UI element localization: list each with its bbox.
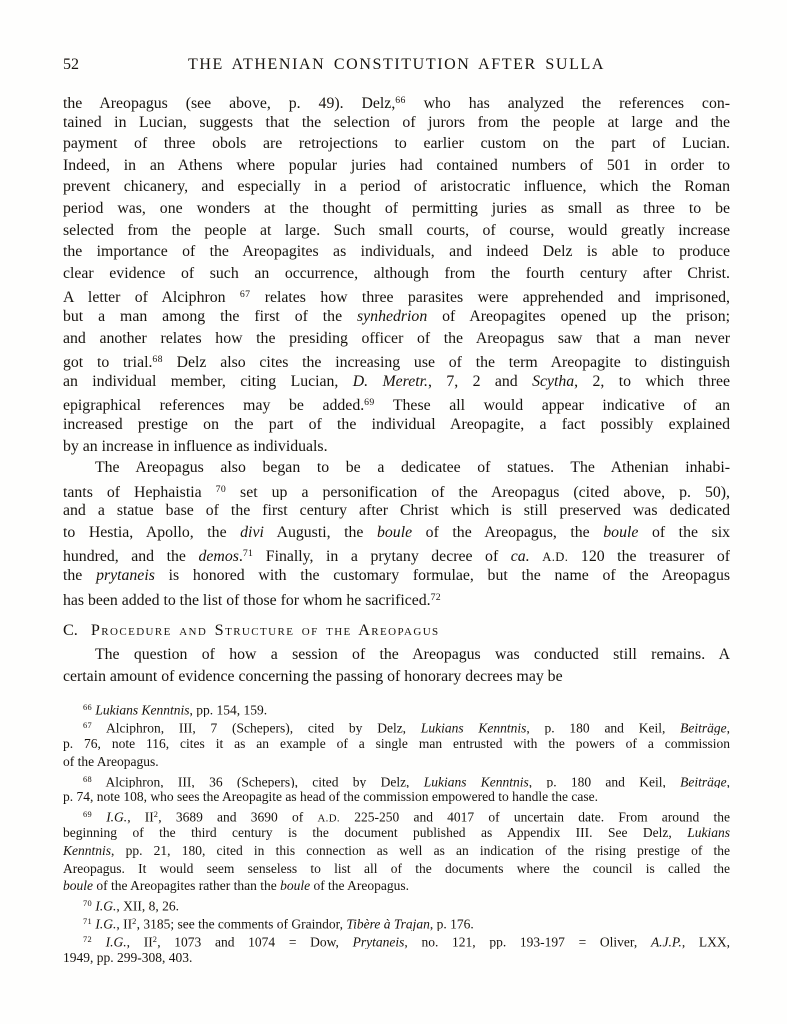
text-run: 1949, pp. 299-308, 403. [63, 949, 193, 965]
superscript-run: 72 [430, 591, 441, 603]
text-run: Alciphron, III, 36 (Schepers), cited by Delz, [91, 773, 424, 789]
text-line [63, 328, 730, 350]
superscript-run: 67 [239, 289, 251, 301]
text-run: , 1073 and 1074 = Dow, [157, 934, 353, 949]
text-line [63, 263, 730, 285]
text-run: p. 74, note 108, who sees the Areopagite as head of the commission empowered to handle the case. [63, 789, 598, 805]
superscript-run: 70 [215, 483, 227, 495]
text-run: of the Areopagus. [63, 753, 159, 769]
text-run: p. 76, note 116, cites it as an example of a single man entrusted with the powers of a commission [63, 736, 730, 752]
text-line [63, 306, 730, 328]
text-run: but a man among the first of the [63, 307, 358, 325]
italic-text-run: demos [198, 548, 239, 566]
text-run: , p. 180 and Keil, [528, 773, 681, 789]
text-line [63, 90, 730, 112]
text-line [63, 949, 730, 967]
text-line [63, 842, 730, 860]
text-run: , p. 176. [429, 916, 474, 931]
text-run: , 3689 and 3690 of [158, 809, 318, 825]
footnote-71 [63, 913, 730, 931]
text-line [63, 666, 730, 688]
paragraph-3 [63, 644, 730, 687]
footnote-72 [63, 931, 730, 967]
italic-text-run: Lukians [687, 825, 730, 841]
italic-text-run: boule [63, 878, 93, 894]
italic-text-run: synhedrion [357, 307, 428, 325]
italic-text-run: A.J.P. [650, 934, 682, 949]
text-run: , LXX, [681, 934, 730, 949]
italic-text-run: boule [280, 878, 311, 894]
text-run: relates how three parasites were apprehended and imprisoned, [250, 289, 730, 306]
text-run: the [63, 567, 97, 585]
text-line [63, 735, 730, 753]
text-line [63, 457, 730, 479]
text-run: , pp. 21, 180, cited in this connection as well as an indication of the rising prestige of the [111, 842, 730, 858]
text-run: of Areopagites opened up the prison; [427, 307, 730, 325]
text-line [63, 877, 730, 895]
running-title: THE ATHENIAN CONSTITUTION AFTER SULLA [188, 56, 605, 73]
text-line [63, 543, 730, 565]
text-line [63, 500, 730, 522]
text-run: , II [127, 809, 154, 825]
text-run: , p. 180 and Keil, [526, 720, 681, 736]
text-run: period was, one wonders at the thought of permitting juries as small as three to be [63, 199, 730, 217]
text-run: Augusti, the [263, 523, 377, 541]
section-heading-label: C. [63, 621, 78, 640]
italic-text-run: Lukians Kenntnis [423, 773, 529, 789]
text-run: an individual member, citing Lucian, [63, 372, 353, 390]
text-line [63, 931, 730, 949]
italic-text-run: I.G. [95, 898, 117, 913]
text-line [63, 717, 730, 735]
text-run: , 3185; see the comments of Graindor, [136, 916, 347, 931]
italic-text-run: Beiträge [680, 773, 727, 789]
text-run: of the Areopagus, the [412, 523, 604, 541]
text-run [530, 549, 543, 566]
section-heading [63, 619, 730, 641]
text-run: , 2, to which three [574, 372, 730, 390]
text-run: The Areopagus also began to be a dedicatee of statues. The Athenian inhabi- [95, 459, 730, 477]
footnote-68 [63, 771, 730, 807]
italic-text-run: boule [603, 523, 639, 541]
superscript-run: 69 [83, 810, 92, 820]
text-run: is honored with the customary formulae, but the name of the Areopagus [154, 567, 730, 585]
text-run: prevent chicanery, and especially in a period of aristocratic influence, which the Roman [63, 178, 730, 196]
text-run [92, 934, 106, 948]
text-run: , XII, 8, 26. [116, 898, 179, 913]
text-run: of the six [638, 523, 730, 541]
text-run: selected from the people at large. Such small courts, of course, would greatly increase [63, 221, 730, 239]
text-run: Areopagus. It would seem senseless to list all of the documents where the council is called the [63, 860, 730, 876]
text-run: A letter of Alciphron [63, 289, 240, 306]
superscript-run: 68 [152, 354, 163, 366]
italic-text-run: I.G. [95, 916, 117, 931]
text-line [63, 198, 730, 220]
page-header [63, 56, 730, 76]
text-run: increased prestige on the part of the individual Areopagite, a fact possibly explained [63, 415, 730, 433]
footnote-67 [63, 717, 730, 770]
superscript-run: 66 [395, 95, 406, 106]
text-run: and a statue base of the first century after Christ which is still preserved was dedicated [63, 502, 730, 520]
footnote-section [63, 699, 730, 966]
text-run: and another relates how the presiding officer of the Areopagus saw that a man never [63, 329, 730, 347]
page-number: 52 [63, 56, 79, 73]
text-run: , [726, 720, 730, 736]
italic-text-run: D. Meretr. [352, 372, 428, 390]
text-run [92, 810, 106, 824]
text-run: 225-250 and 4017 of uncertain date. From around the [340, 809, 730, 825]
small-caps-run: A.D. [317, 812, 341, 825]
text-run: who has analyzed the references con- [405, 95, 730, 112]
text-run: by an increase in influence as individuals. [63, 437, 328, 455]
superscript-run: 71 [83, 917, 92, 926]
text-line [63, 392, 730, 414]
text-run: to Hestia, Apollo, the [63, 523, 241, 541]
text-run: These all would appear indicative of an [374, 397, 730, 414]
text-line [63, 913, 730, 931]
footnote-66 [63, 699, 730, 717]
text-run: Indeed, in an Athens where popular juries had contained numbers of 501 in order to [63, 156, 730, 174]
italic-text-run: Prytaneis [352, 934, 405, 949]
superscript-run: 68 [83, 774, 92, 784]
text-run: the importance of the Areopagites as individuals, and indeed Delz is able to produce [63, 243, 730, 261]
text-run: has been added to the list of those for whom he sacrificed. [63, 591, 431, 609]
text-line [63, 565, 730, 587]
text-run: beginning of the third century is the document published as Appendix III. See Delz, [63, 825, 688, 841]
text-run: Finally, in a prytany decree of [253, 548, 511, 566]
text-block [63, 90, 730, 966]
text-line [63, 436, 730, 458]
footnote-69 [63, 806, 730, 895]
text-line [63, 479, 730, 501]
text-run: , no. 121, pp. 193-197 = Oliver, [404, 934, 651, 949]
italic-text-run: Lukians Kenntnis [420, 720, 527, 736]
italic-text-run: divi [240, 523, 264, 541]
text-line [63, 155, 730, 177]
text-line [63, 806, 730, 824]
text-run: tants of Hephaistia [63, 483, 216, 501]
text-run: 120 the treasurer of [568, 548, 730, 566]
small-caps-run: A.D. [542, 550, 569, 565]
text-run: . [238, 548, 243, 566]
text-line [63, 284, 730, 306]
text-line [63, 176, 730, 198]
text-line [63, 699, 730, 717]
text-run: , pp. 154, 159. [189, 702, 268, 718]
italic-text-run: Kenntnis [63, 842, 112, 858]
italic-text-run: I.G. [105, 934, 127, 949]
text-run: , 7, 2 and [428, 372, 533, 390]
text-line [63, 414, 730, 436]
text-run: set up a personification of the Areopagus (cited above, p. 50), [226, 483, 730, 501]
text-line [63, 824, 730, 842]
text-run: certain amount of evidence concerning the passing of honorary decrees may be [63, 667, 563, 685]
text-line [63, 349, 730, 371]
text-line [63, 753, 730, 771]
italic-text-run: Tibère à Trajan [346, 916, 430, 931]
superscript-run: 67 [83, 721, 92, 731]
text-line [63, 644, 730, 666]
text-line [63, 371, 730, 393]
superscript-run: 2 [153, 810, 159, 820]
text-line [63, 220, 730, 242]
italic-text-run: boule [377, 523, 413, 541]
text-run: of the Areopagites rather than the [93, 878, 281, 894]
text-line [63, 860, 730, 878]
text-line [63, 788, 730, 806]
text-line [63, 241, 730, 263]
text-run: tained in Lucian, suggests that the selection of jurors from the people at large and the [63, 113, 730, 131]
superscript-run: 66 [83, 703, 92, 713]
superscript-run: 2 [132, 917, 137, 926]
italic-text-run: Beiträge [680, 720, 727, 736]
text-run: Alciphron, III, 7 (Schepers), cited by Delz, [91, 720, 421, 736]
superscript-run: 72 [83, 934, 92, 944]
text-line [63, 587, 730, 609]
superscript-run: 70 [83, 899, 92, 909]
text-run: of the Areopagus. [310, 878, 410, 894]
text-run: the Areopagus (see above, p. 49). Delz, [63, 95, 396, 112]
paragraph-1 [63, 90, 730, 457]
text-run: , [726, 773, 730, 789]
text-run: hundred, and the [63, 548, 199, 566]
text-run: , II [126, 934, 153, 949]
text-run: clear evidence of such an occurrence, although from the fourth century after Christ. [63, 264, 730, 282]
text-run: epigraphical references may be added. [63, 397, 365, 414]
italic-text-run: Lukians Kenntnis [95, 702, 190, 718]
italic-text-run: prytaneis [96, 567, 155, 585]
text-run: , II [116, 916, 133, 931]
text-line [63, 771, 730, 789]
text-run: got to trial. [63, 354, 153, 371]
text-line [63, 895, 730, 913]
superscript-run: 69 [364, 397, 375, 409]
text-run: Delz also cites the increasing use of the term Areopagite to distinguish [162, 354, 730, 371]
text-line [63, 112, 730, 134]
text-line [63, 133, 730, 155]
section-heading-title: Procedure and Structure of the Areopagus [90, 621, 440, 640]
footnote-70 [63, 895, 730, 913]
text-run: payment of three obols are retrojections to earlier custom on the part of Lucian. [63, 135, 730, 153]
superscript-run: 2 [152, 934, 158, 944]
paragraph-2 [63, 457, 730, 608]
italic-text-run: I.G. [106, 809, 128, 825]
superscript-run: 71 [242, 548, 254, 560]
italic-text-run: ca. [510, 548, 530, 566]
text-line [63, 522, 730, 544]
text-run: The question of how a session of the Areopagus was conducted still remains. A [95, 646, 730, 664]
italic-text-run: Scytha [532, 372, 575, 390]
